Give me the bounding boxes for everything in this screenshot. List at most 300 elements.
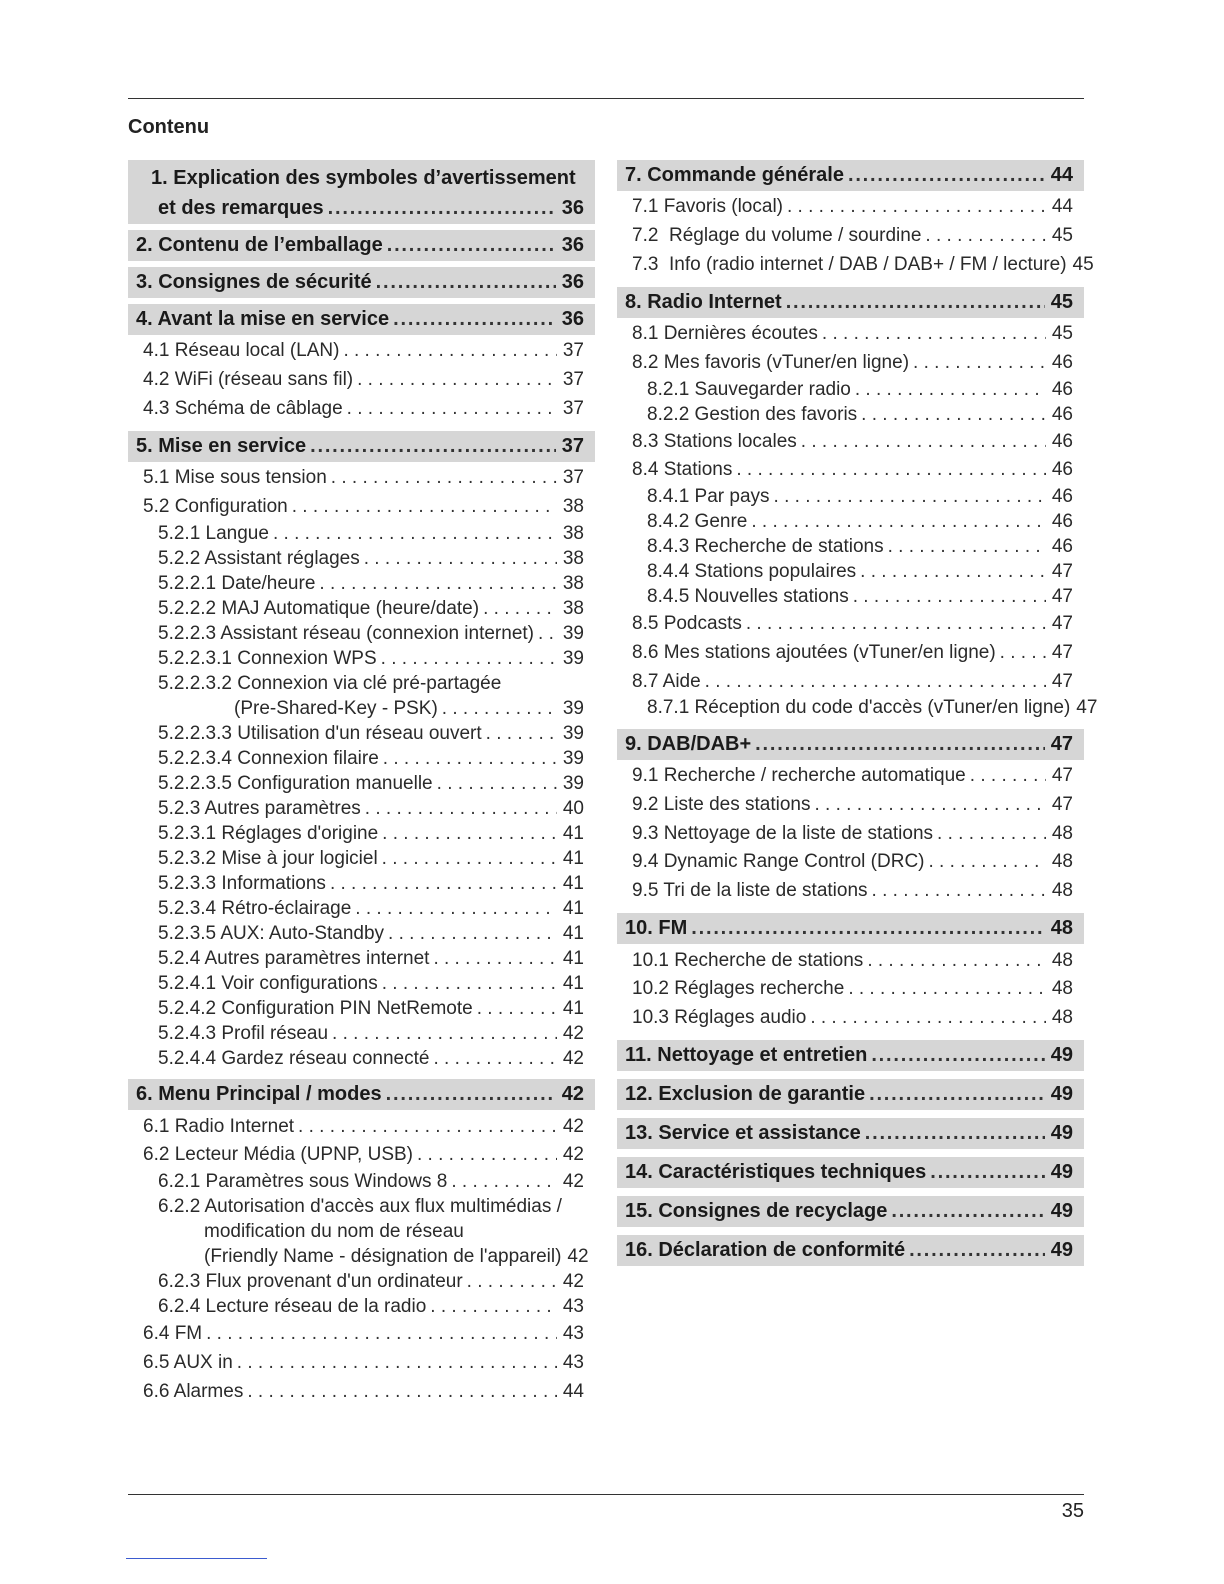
toc-section-6[interactable]	[128, 1079, 595, 1110]
toc-leader	[426, 1296, 557, 1318]
toc-section-13[interactable]	[617, 1118, 1084, 1149]
toc-page-number: 42	[562, 1022, 584, 1044]
toc-leader	[783, 196, 1046, 218]
toc-page-number: 42	[562, 1144, 584, 1166]
toc-section-11[interactable]	[617, 1040, 1084, 1071]
toc-leader	[856, 561, 1046, 583]
toc-entry-label: 6.2 Lecteur Média (UPNP, USB)	[143, 1144, 413, 1166]
toc-leader	[324, 197, 556, 220]
toc-page-number: 41	[562, 922, 584, 944]
toc-section-5[interactable]	[128, 431, 595, 462]
toc-entry-label: 8.7.1 Réception du code d'accès (vTuner/en ligne)	[647, 697, 1071, 719]
toc-leader	[996, 642, 1046, 664]
toc-entry[interactable]	[128, 746, 595, 771]
toc-entry[interactable]	[128, 1195, 595, 1220]
toc-page-number: 45	[1050, 291, 1073, 314]
toc-section-title-cont: et des remarques	[158, 196, 324, 219]
toc-leader	[884, 536, 1046, 558]
toc-page-number: 48	[1051, 978, 1073, 1000]
toc-leader	[351, 898, 557, 920]
toc-page-number: 36	[561, 271, 584, 293]
toc-right-column	[617, 160, 1098, 1272]
toc-page-number: 46	[1051, 511, 1073, 533]
toc-entry-label: 5.2.2.3.2 Connexion via clé pré-partagée	[158, 672, 502, 694]
toc-leader	[202, 1323, 557, 1345]
toc-page-number: 46	[1051, 459, 1073, 481]
toc-page-number: 47	[1051, 670, 1073, 692]
toc-leader	[747, 511, 1046, 533]
toc-entry[interactable]	[617, 819, 1084, 848]
toc-entry-label: 8.2 Mes favoris (vTuner/en ligne)	[632, 352, 910, 374]
toc-entry[interactable]	[128, 464, 595, 493]
toc-entry[interactable]	[128, 394, 595, 423]
toc-page-number: 46	[1051, 352, 1073, 374]
toc-page-number: 41	[562, 997, 584, 1019]
toc-page-number: 45	[1072, 253, 1094, 275]
toc-leader	[315, 573, 556, 595]
toc-entry[interactable]	[128, 1170, 595, 1195]
toc-page-number: 44	[1050, 164, 1073, 186]
toc-section-title: 13. Service et assistance	[625, 1122, 861, 1145]
toc-leader	[473, 998, 557, 1020]
toc-leader	[926, 1161, 1045, 1184]
toc-entry-label: 5.2.3.1 Réglages d'origine	[158, 822, 379, 844]
toc-entry[interactable]	[617, 975, 1084, 1004]
toc-section-title: 12. Exclusion de garantie	[625, 1083, 866, 1106]
toc-entry[interactable]	[617, 848, 1084, 877]
toc-leader	[361, 798, 557, 820]
toc-entry[interactable]	[128, 337, 595, 366]
toc-page-number: 48	[1051, 851, 1073, 873]
toc-page-number: 49	[1050, 1044, 1073, 1067]
toc-entry-continuation[interactable]	[128, 696, 595, 721]
toc-section-title: 11. Nettoyage et entretien	[625, 1044, 868, 1067]
toc-leader	[433, 773, 557, 795]
toc-entry-continuation[interactable]	[128, 1220, 595, 1245]
toc-page-number: 39	[562, 747, 584, 769]
toc-page-number: 42	[562, 1271, 584, 1293]
toc-page-number: 39	[562, 722, 584, 744]
toc-page-number: 38	[562, 547, 584, 569]
toc-leader	[377, 648, 557, 670]
toc-section-1[interactable]	[128, 160, 595, 224]
toc-section-title: 14. Caractéristiques techniques	[625, 1161, 927, 1184]
toc-page-number: 36	[561, 308, 584, 330]
toc-section-2[interactable]	[128, 230, 595, 261]
toc-entry-label: 5.2.4.4 Gardez réseau connecté	[158, 1047, 430, 1069]
footer-link-underline	[126, 1558, 267, 1559]
toc-entry-label: 6.6 Alarmes	[143, 1380, 244, 1402]
toc-leader	[909, 352, 1046, 374]
toc-leader	[233, 1352, 557, 1374]
toc-leader	[887, 1200, 1044, 1223]
toc-page-number: 46	[1051, 536, 1073, 558]
toc-entry[interactable]	[128, 671, 595, 696]
toc-entry-label: 8.5 Podcasts	[632, 613, 742, 635]
toc-section-14[interactable]	[617, 1157, 1084, 1188]
toc-leader	[868, 880, 1046, 902]
toc-page-number: 46	[1051, 430, 1073, 452]
toc-entry-label: 8.4 Stations	[632, 459, 733, 481]
toc-page-number: 41	[562, 847, 584, 869]
toc-entry-label: 7.2 Réglage du volume / sourdine	[632, 225, 922, 247]
toc-section-7[interactable]	[617, 160, 1084, 191]
toc-entry-label: 5.2.2.1 Date/heure	[158, 572, 316, 594]
toc-entry[interactable]	[617, 791, 1084, 820]
toc-page-number: 39	[562, 622, 584, 644]
toc-entry-label: 8.3 Stations locales	[632, 430, 797, 452]
toc-page-number: 47	[1050, 732, 1073, 755]
toc-entry-label: 4.3 Schéma de câblage	[143, 397, 343, 419]
toc-entry-label: 5.2.2.2 MAJ Automatique (heure/date)	[158, 597, 480, 619]
toc-entry-label: 8.6 Mes stations ajoutées (vTuner/en ligne)	[632, 641, 996, 663]
toc-leader	[844, 978, 1046, 1000]
toc-entry[interactable]	[617, 427, 1084, 456]
toc-leader	[867, 1044, 1044, 1067]
toc-leader	[378, 848, 557, 870]
toc-entry[interactable]	[617, 946, 1084, 975]
toc-page-number: 37	[562, 397, 584, 419]
toc-leader	[865, 1083, 1045, 1106]
toc-entry[interactable]	[128, 1270, 595, 1295]
toc-leader	[343, 398, 557, 420]
toc-entry-label: 5.2.3.2 Mise à jour logiciel	[158, 847, 378, 869]
toc-entry[interactable]	[617, 510, 1084, 535]
toc-leader	[861, 1122, 1045, 1145]
toc-page-number: 42	[562, 1115, 584, 1137]
toc-entry-label: 5.2.2.3.4 Connexion filaire	[158, 747, 379, 769]
toc-entry-label: 5.2.2.3 Assistant réseau (connexion internet)	[158, 622, 535, 644]
toc-entry-label: (Pre-Shared-Key - PSK)	[234, 697, 438, 719]
toc-entry-label: 5.1 Mise sous tension	[143, 467, 327, 489]
toc-page-number: 38	[562, 572, 584, 594]
toc-entry-label: 6.2.1 Paramètres sous Windows 8	[158, 1171, 448, 1193]
toc-leader	[378, 823, 557, 845]
toc-section-title: 1. Explication des symboles d’avertissement	[151, 167, 576, 189]
toc-page-number: 37	[562, 340, 584, 362]
toc-page-number: 45	[1051, 323, 1073, 345]
toc-entry[interactable]	[128, 971, 595, 996]
toc-entry[interactable]	[128, 921, 595, 946]
toc-entry[interactable]	[617, 402, 1084, 427]
toc-entry[interactable]	[128, 1021, 595, 1046]
toc-page-number: 48	[1051, 949, 1073, 971]
toc-leader	[844, 164, 1045, 187]
toc-entry[interactable]	[617, 560, 1084, 585]
toc-leader	[863, 950, 1046, 972]
toc-entry-label: 8.4.2 Genre	[647, 511, 748, 533]
toc-page-number: 43	[562, 1296, 584, 1318]
toc-leader	[389, 308, 556, 331]
toc-entry-label: 5.2.4.1 Voir configurations	[158, 972, 378, 994]
toc-leader	[438, 698, 557, 720]
toc-entry-label: 8.2.2 Gestion des favoris	[647, 403, 858, 425]
toc-page-number: 36	[561, 234, 584, 256]
toc-entry[interactable]	[128, 1349, 595, 1378]
toc-section-3[interactable]	[128, 267, 595, 298]
toc-leader	[479, 598, 557, 620]
toc-page-number: 42	[562, 1047, 584, 1069]
toc-section-12[interactable]	[617, 1079, 1084, 1110]
toc-entry-label: 5.2.1 Langue	[158, 522, 269, 544]
toc-entry-label: 5.2 Configuration	[143, 496, 288, 518]
toc-entry-label: 5.2.2.3.1 Connexion WPS	[158, 647, 377, 669]
toc-leader	[751, 733, 1045, 756]
toc-entry[interactable]	[128, 946, 595, 971]
toc-leader	[243, 1381, 557, 1403]
toc-page-number: 38	[562, 496, 584, 518]
toc-entry[interactable]	[617, 456, 1084, 485]
toc-entry[interactable]	[128, 646, 595, 671]
toc-page-number: 39	[562, 647, 584, 669]
toc-entry-label: 8.1 Dernières écoutes	[632, 323, 818, 345]
toc-page-number: 38	[562, 597, 584, 619]
toc-entry-label: 8.4.1 Par pays	[647, 486, 770, 508]
toc-entry-label: 5.2.3.4 Rétro-éclairage	[158, 897, 352, 919]
toc-page-number: 44	[1051, 196, 1073, 218]
toc-entry[interactable]	[128, 896, 595, 921]
toc-entry[interactable]	[617, 762, 1084, 791]
toc-page-number: 41	[562, 947, 584, 969]
toc-leader	[818, 323, 1046, 345]
toc-entry-label: 6.2.4 Lecture réseau de la radio	[158, 1296, 427, 1318]
toc-section-15[interactable]	[617, 1196, 1084, 1227]
toc-entry[interactable]	[617, 193, 1084, 222]
toc-leader	[327, 467, 557, 489]
toc-entry[interactable]	[617, 222, 1084, 251]
toc-page-number: 44	[562, 1380, 584, 1402]
toc-leader	[732, 459, 1046, 481]
toc-page-number: 48	[1051, 1007, 1073, 1029]
toc-page-number: 43	[562, 1323, 584, 1345]
toc-section-10[interactable]	[617, 913, 1084, 944]
toc-leader	[447, 1171, 557, 1193]
toc-entry-label: 5.2.4 Autres paramètres internet	[158, 947, 430, 969]
toc-page-number: 49	[1050, 1200, 1073, 1223]
toc-leader	[378, 973, 557, 995]
toc-entry[interactable]	[128, 846, 595, 871]
toc-entry-label: 6.2.3 Flux provenant d'un ordinateur	[158, 1271, 463, 1293]
toc-page-number: 49	[1050, 1239, 1073, 1262]
toc-entry-label: 6.1 Radio Internet	[143, 1115, 295, 1137]
toc-leader	[849, 586, 1046, 608]
toc-entry-label: 9.1 Recherche / recherche automatique	[632, 765, 966, 787]
toc-page-number: 41	[562, 972, 584, 994]
toc-leader	[811, 794, 1046, 816]
toc-entry[interactable]	[128, 1295, 595, 1320]
toc-leader	[339, 340, 556, 362]
toc-entry[interactable]	[617, 585, 1084, 610]
toc-page-number: 49	[1050, 1161, 1073, 1184]
toc-leader	[429, 1048, 556, 1070]
toc-leader	[294, 1116, 557, 1138]
toc-entry[interactable]	[128, 366, 595, 395]
toc-entry-label: 8.4.3 Recherche de stations	[647, 536, 884, 558]
toc-entry[interactable]	[128, 821, 595, 846]
toc-section-title: 10. FM	[625, 917, 688, 940]
toc-entry-label: 4.2 WiFi (réseau sans fil)	[143, 369, 354, 391]
toc-leader	[383, 234, 556, 257]
toc-entry[interactable]	[128, 621, 595, 646]
footer-rule	[128, 1494, 1084, 1495]
toc-entry[interactable]	[617, 696, 1098, 721]
toc-entry[interactable]	[128, 1046, 595, 1071]
toc-entry-continuation[interactable]	[128, 1245, 595, 1270]
toc-section-8[interactable]	[617, 287, 1084, 318]
toc-leader	[326, 873, 557, 895]
toc-entry-label: 8.2.1 Sauvegarder radio	[647, 378, 851, 400]
toc-entry[interactable]	[617, 535, 1084, 560]
toc-entry[interactable]	[617, 377, 1084, 402]
toc-leader	[742, 613, 1046, 635]
toc-page-number: 48	[1051, 822, 1073, 844]
toc-section-title: 3. Consignes de sécurité	[136, 271, 372, 293]
toc-entry-label: 5.2.4.3 Profil réseau	[158, 1022, 329, 1044]
toc-page-number: 48	[1050, 917, 1073, 940]
toc-entry[interactable]	[617, 1004, 1084, 1033]
toc-entry[interactable]	[128, 796, 595, 821]
toc-page-number: 41	[562, 822, 584, 844]
toc-entry-label: 5.2.4.2 Configuration PIN NetRemote	[158, 997, 473, 1019]
toc-page-number: 43	[562, 1351, 584, 1373]
header-rule	[128, 98, 1084, 99]
toc-leader	[382, 1083, 556, 1106]
toc-entry-label: 8.4.5 Nouvelles stations	[647, 586, 849, 608]
toc-page-number: 38	[562, 522, 584, 544]
toc-entry-label: 7.3 Info (radio internet / DAB / DAB+ / FM / lecture)	[632, 253, 1067, 275]
toc-entry-label: (Friendly Name - désignation de l'appareil)	[204, 1246, 562, 1268]
toc-entry[interactable]	[128, 1320, 595, 1349]
toc-entry[interactable]	[617, 610, 1084, 639]
toc-entry-label: 8.7 Aide	[632, 670, 701, 692]
toc-leader	[701, 671, 1046, 693]
toc-page-number: 46	[1051, 378, 1073, 400]
toc-page-number: 42	[562, 1171, 584, 1193]
toc-leader	[905, 1239, 1045, 1262]
toc-entry-label: 6.2.2 Autorisation d'accès aux flux multimédias /	[158, 1196, 562, 1218]
toc-page-number: 46	[1051, 403, 1073, 425]
toc-leader	[288, 496, 557, 518]
toc-page-number: 47	[1076, 697, 1098, 719]
toc-entry-label: 10.1 Recherche de stations	[632, 949, 864, 971]
toc-page-number: 39	[562, 772, 584, 794]
toc-entry[interactable]	[617, 667, 1084, 696]
toc-entry-label: 9.3 Nettoyage de la liste de stations	[632, 822, 934, 844]
toc-leader	[782, 291, 1045, 314]
toc-entry[interactable]	[617, 877, 1084, 906]
toc-section-title: 15. Consignes de recyclage	[625, 1200, 888, 1223]
toc-leader	[770, 486, 1046, 508]
toc-leader	[925, 851, 1046, 873]
toc-entry[interactable]	[617, 349, 1084, 378]
toc-leader	[797, 431, 1046, 453]
toc-page-number: 48	[1051, 879, 1073, 901]
toc-entry-label: 5.2.2.3.3 Utilisation d'un réseau ouvert	[158, 722, 482, 744]
toc-entry-label: 5.2.3.5 AUX: Auto-Standby	[158, 922, 385, 944]
toc-leader	[360, 548, 557, 570]
toc-section-title: 4. Avant la mise en service	[136, 308, 390, 330]
toc-entry[interactable]	[128, 596, 595, 621]
toc-entry[interactable]	[128, 546, 595, 571]
page-title: Contenu	[128, 116, 210, 138]
toc-leader	[857, 404, 1046, 426]
toc-entry[interactable]	[128, 771, 595, 796]
toc-entry[interactable]	[128, 493, 595, 522]
toc-page-number: 47	[1051, 561, 1073, 583]
toc-page-number: 47	[1051, 793, 1073, 815]
toc-entry[interactable]	[617, 485, 1084, 510]
toc-entry[interactable]	[128, 871, 595, 896]
toc-page-number: 47	[1051, 613, 1073, 635]
toc-page-number: 40	[562, 797, 584, 819]
toc-page-number: 39	[562, 697, 584, 719]
toc-section-title: 16. Déclaration de conformité	[625, 1239, 906, 1262]
toc-leader	[269, 523, 557, 545]
toc-entry-label: 9.2 Liste des stations	[632, 793, 811, 815]
toc-entry[interactable]	[617, 639, 1084, 668]
toc-leader	[534, 623, 557, 645]
toc-entry[interactable]	[617, 250, 1094, 279]
toc-entry[interactable]	[128, 571, 595, 596]
toc-section-title: 7. Commande générale	[625, 164, 844, 186]
page-number: 35	[1061, 1500, 1084, 1522]
toc-leader	[463, 1271, 557, 1293]
toc-entry[interactable]	[128, 1141, 595, 1170]
toc-page-number: 42	[561, 1083, 584, 1106]
toc-section-4[interactable]	[128, 304, 595, 335]
toc-entry-label: 5.2.2 Assistant réglages	[158, 547, 360, 569]
toc-page-number: 37	[562, 467, 584, 489]
toc-leader	[687, 917, 1045, 940]
toc-page-number: 45	[1051, 225, 1073, 247]
toc-page-number: 41	[562, 897, 584, 919]
toc-entry[interactable]	[128, 1377, 595, 1406]
toc-entry-label: 5.2.3 Autres paramètres	[158, 797, 361, 819]
toc-page-number: 46	[1051, 486, 1073, 508]
toc-leader	[429, 948, 556, 970]
toc-section-title: 9. DAB/DAB+	[625, 732, 752, 755]
toc-page-number: 37	[561, 435, 584, 458]
toc-entry-label: 6.5 AUX in	[143, 1351, 233, 1373]
toc-page-number: 47	[1051, 586, 1073, 608]
toc-leader	[933, 823, 1046, 845]
toc-leader	[921, 225, 1045, 247]
toc-entry[interactable]	[128, 521, 595, 546]
toc-section-16[interactable]	[617, 1235, 1084, 1266]
toc-entry-label: 9.5 Tri de la liste de stations	[632, 879, 868, 901]
toc-entry[interactable]	[128, 996, 595, 1021]
toc-page-number: 47	[1051, 765, 1073, 787]
toc-leader	[306, 435, 556, 458]
toc-page-number: 36	[561, 196, 584, 219]
toc-section-9[interactable]	[617, 729, 1084, 760]
toc-leader	[379, 748, 557, 770]
toc-leader	[384, 923, 557, 945]
toc-entry[interactable]	[617, 320, 1084, 349]
toc-entry-label: 7.1 Favoris (local)	[632, 196, 783, 218]
toc-page-number: 42	[567, 1246, 589, 1268]
toc-section-title: 8. Radio Internet	[625, 291, 782, 314]
toc-entry-label: 4.1 Réseau local (LAN)	[143, 340, 340, 362]
toc-leader	[353, 369, 557, 391]
toc-left-column	[128, 160, 595, 1406]
toc-page-number: 37	[562, 369, 584, 391]
toc-entry-label: 9.4 Dynamic Range Control (DRC)	[632, 851, 925, 873]
toc-entry[interactable]	[128, 721, 595, 746]
toc-entry-label: 5.2.3.3 Informations	[158, 872, 326, 894]
toc-entry[interactable]	[128, 1112, 595, 1141]
toc-leader	[372, 271, 556, 294]
